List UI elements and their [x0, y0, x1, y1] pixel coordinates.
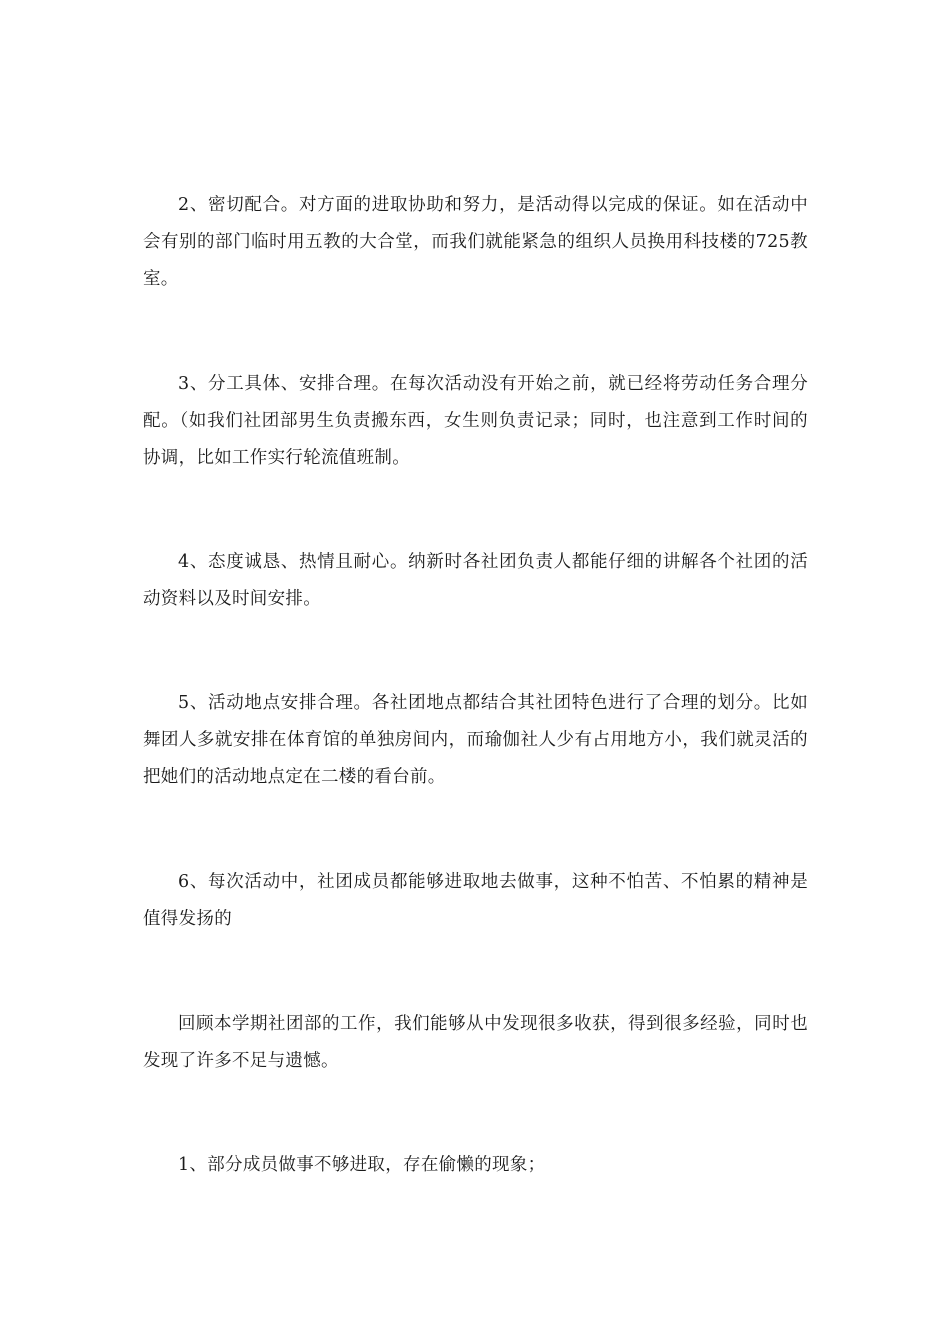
- paragraph-attitude: 4、态度诚恳、热情且耐心。纳新时各社团负责人都能仔细的讲解各个社团的活动资料以及时间安排。: [143, 552, 808, 609]
- paragraph-cooperation: 2、密切配合。对方面的进取协助和努力，是活动得以完成的保证。如在活动中会有别的部门临时用五教的大合堂，而我们就能紧急的组织人员换用科技楼的725教室。: [143, 195, 808, 289]
- paragraph-division-of-labor: 3、分工具体、安排合理。在每次活动没有开始之前，就已经将劳动任务合理分配。（如我们社团部男生负责搬东西，女生则负责记录；同时，也注意到工作时间的协调，比如工作实行轮流值班制。: [143, 374, 808, 468]
- paragraph-review: 回顾本学期社团部的工作，我们能够从中发现很多收获，得到很多经验，同时也发现了许多不足与遗憾。: [143, 1014, 808, 1071]
- paragraph-shortcoming-1: 1、部分成员做事不够进取，存在偷懒的现象；: [178, 1155, 546, 1175]
- paragraph-venue-arrangement: 5、活动地点安排合理。各社团地点都结合其社团特色进行了合理的划分。比如舞团人多就安排在体育馆的单独房间内，而瑜伽社人少有占用地方小，我们就灵活的把她们的活动地点定在二楼的看台前。: [143, 693, 808, 787]
- paragraph-member-spirit: 6、每次活动中，社团成员都能够进取地去做事，这种不怕苦、不怕累的精神是值得发扬的: [143, 872, 808, 929]
